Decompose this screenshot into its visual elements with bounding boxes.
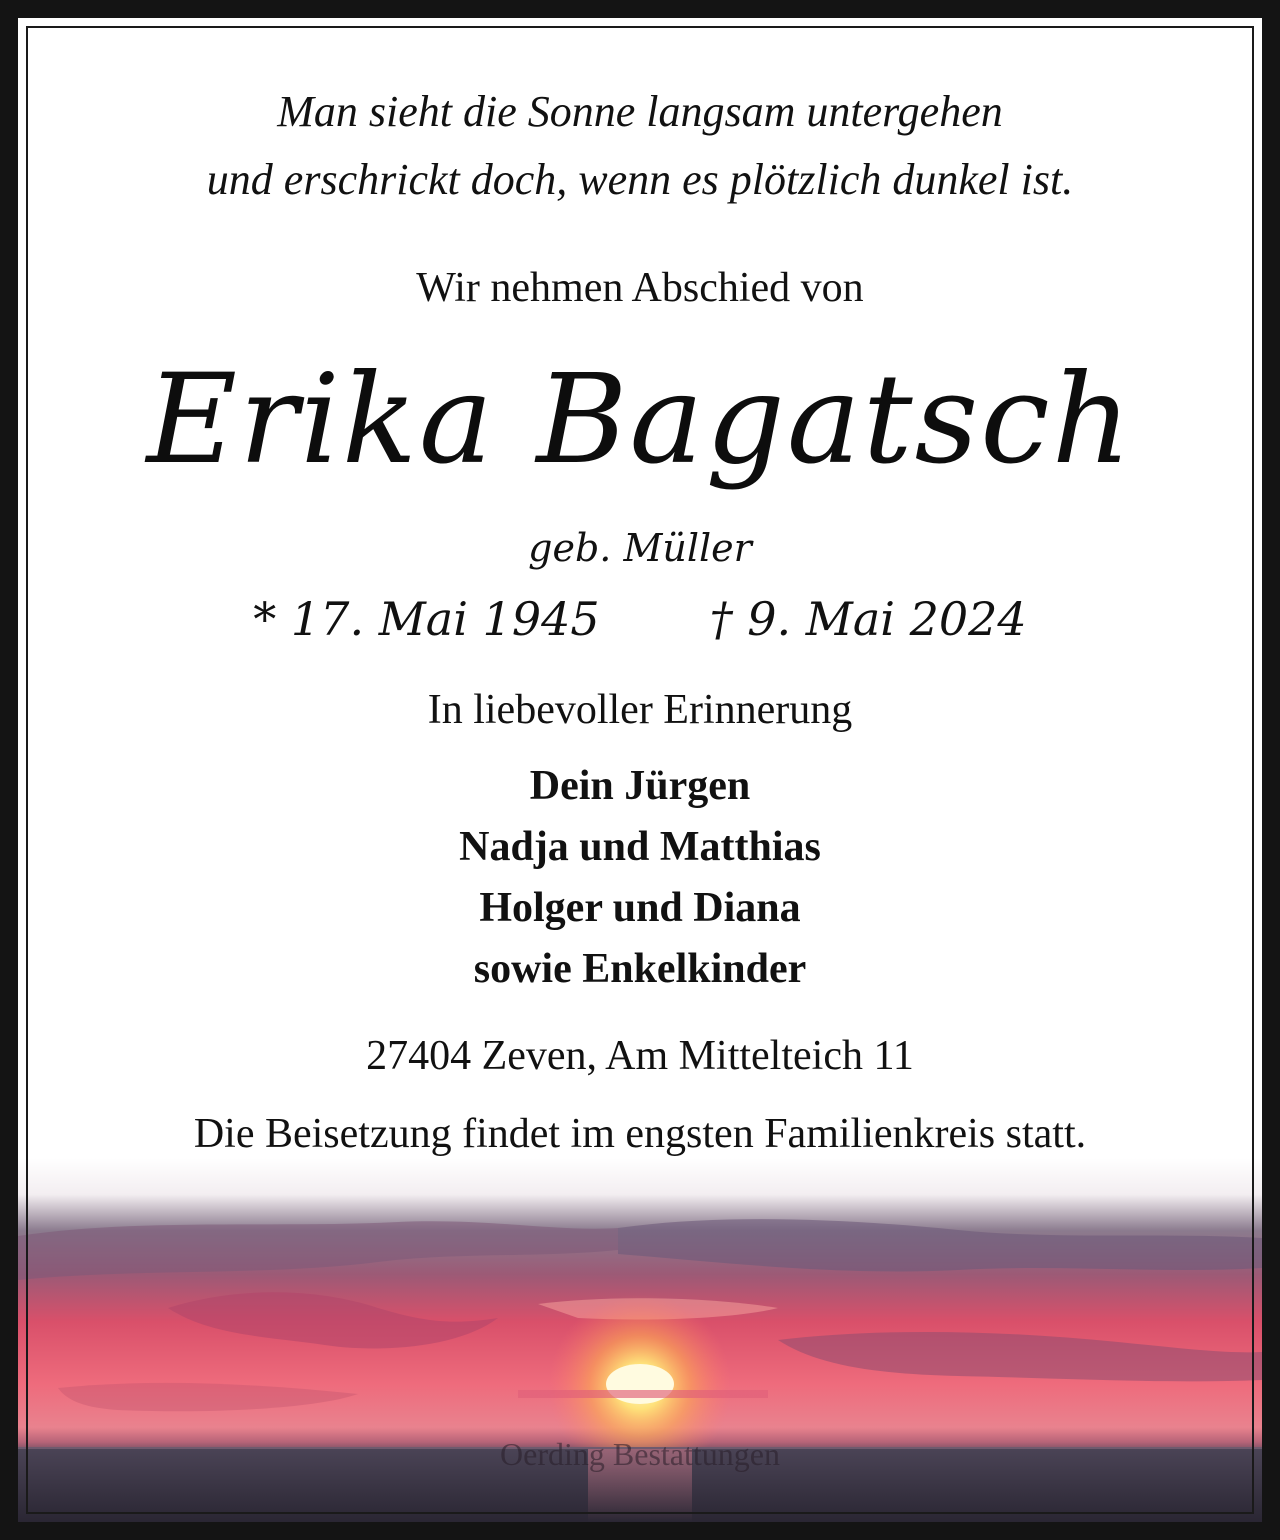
motto-line-1: Man sieht die Sonne langsam untergehen [277,87,1003,136]
deceased-name: Erika Bagatsch [146,348,1134,492]
born-as-text: geb. Müller [528,526,752,570]
family-member: Nadja und Matthias [459,824,821,870]
motto-line-2: und erschrickt doch, wenn es plötzlich dunkel ist. [206,155,1074,204]
family-member: Holger und Diana [479,885,801,931]
funeral-home-credit: Oerding Bestattungen [500,1436,780,1472]
address-text: 27404 Zeven, Am Mittelteich 11 [366,1033,914,1079]
memory-text: In liebevoller Erinnerung [427,687,853,733]
family-member: sowie Enkelkinder [473,946,807,992]
family-member: Dein Jürgen [529,763,751,809]
life-dates [18,592,1262,646]
intro-text: Wir nehmen Abschied von [416,265,864,311]
burial-note: Die Beisetzung findet im engsten Familienkreis statt. [193,1111,1087,1157]
obituary-card [18,18,1262,1522]
death-date: † 9. Mai 2024 [709,592,1027,646]
birth-date: * 17. Mai 1945 [253,592,600,646]
